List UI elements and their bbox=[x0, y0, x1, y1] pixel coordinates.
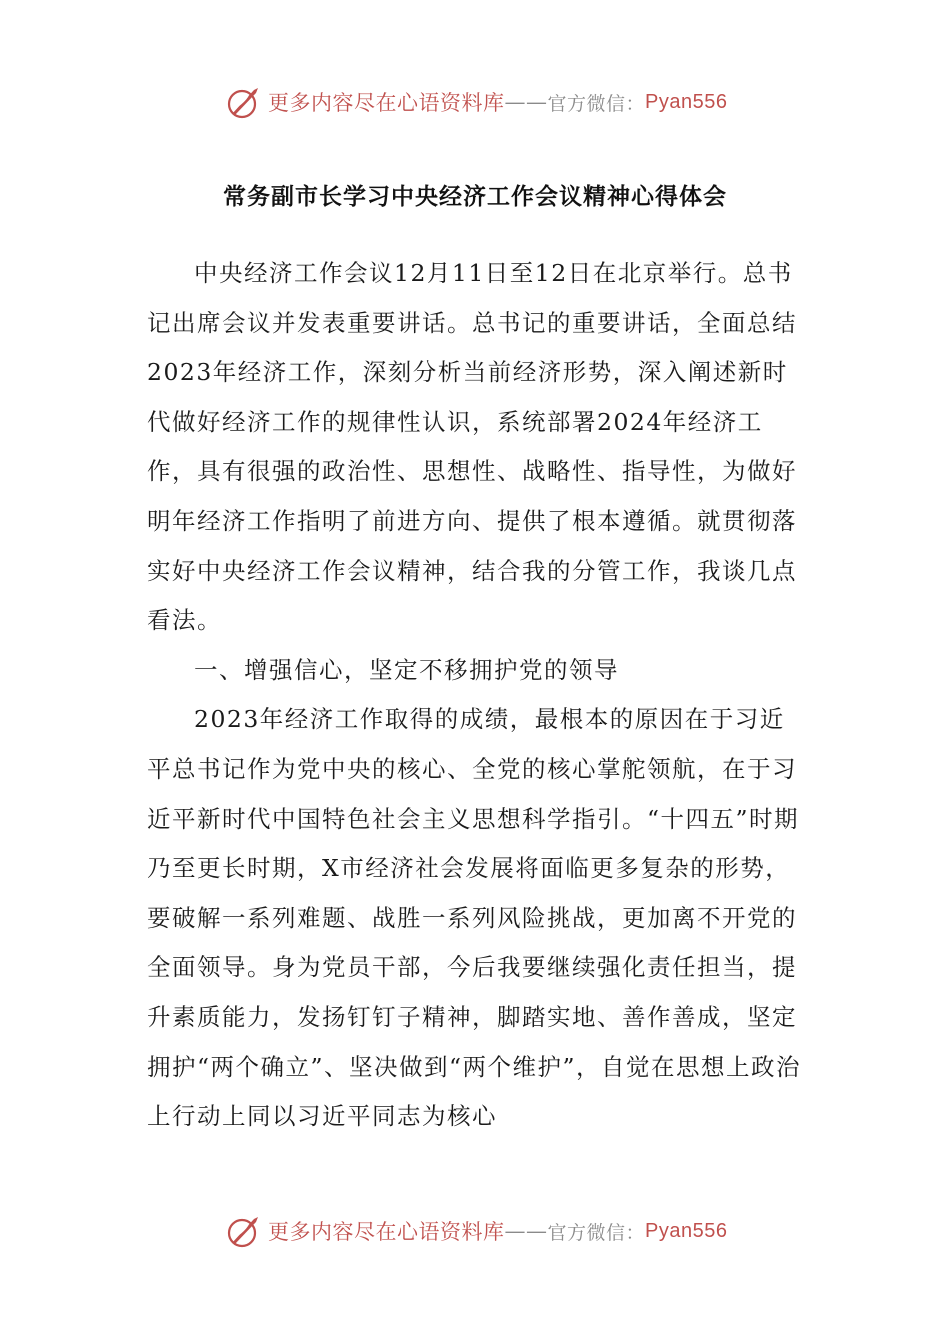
paragraph: 2023年经济工作取得的成绩，最根本的原因在于习近平总书记作为党中央的核心、全党的核心掌舵领航，在于习近平新时代中国特色社会主义思想科学指引。“十四五”时期乃至更长时期，X市经济社会发展将面临更多复杂的形势，要破解一系列难题、战胜一系列风险挑战，更加离不开党的全面领导。身为党员干部，今后我要继续强化责任担当，提升素质能力，发扬钉钉子精神，脚踏实地、善作善成，坚定拥护“两个确立”、坚决做到“两个维护”，自觉在思想上政治上行动上同以习近平同志为核心 bbox=[147, 705, 802, 1131]
footer-dash: —— bbox=[504, 1219, 548, 1243]
header-site-text: 更多内容尽在心语资料库 bbox=[268, 91, 505, 115]
section-heading: 一、增强信心，坚定不移拥护党的领导 bbox=[194, 655, 619, 684]
footer-wechat-id: Pyan556 bbox=[645, 1219, 728, 1242]
header-banner bbox=[0, 82, 950, 122]
header-wechat-id: Pyan556 bbox=[645, 90, 728, 113]
quill-pen-logo-icon bbox=[226, 84, 262, 120]
header-dash: —— bbox=[504, 90, 548, 114]
footer-banner bbox=[0, 1211, 950, 1251]
document-title: 常务副市长学习中央经济工作会议精神心得体会 bbox=[223, 184, 727, 210]
paragraph: 中央经济工作会议12月11日至12日在北京举行。总书记出席会议并发表重要讲话。总书记的重要讲话，全面总结2023年经济工作，深刻分析当前经济形势，深入阐述新时代做好经济工作的规律性认识，系统部署2024年经济工作，具有很强的政治性、思想性、战略性、指导性，为做好明年经济工作指明了前进方向、提供了根本遵循。就贯彻落实好中央经济工作会议精神，结合我的分管工作，我谈几点看法。 bbox=[147, 259, 797, 635]
header-label: 官方微信： bbox=[547, 92, 646, 115]
quill-pen-logo-icon bbox=[226, 1213, 262, 1249]
footer-site-text: 更多内容尽在心语资料库 bbox=[268, 1220, 505, 1244]
document-body bbox=[147, 249, 807, 1142]
footer-label: 官方微信： bbox=[547, 1221, 646, 1244]
